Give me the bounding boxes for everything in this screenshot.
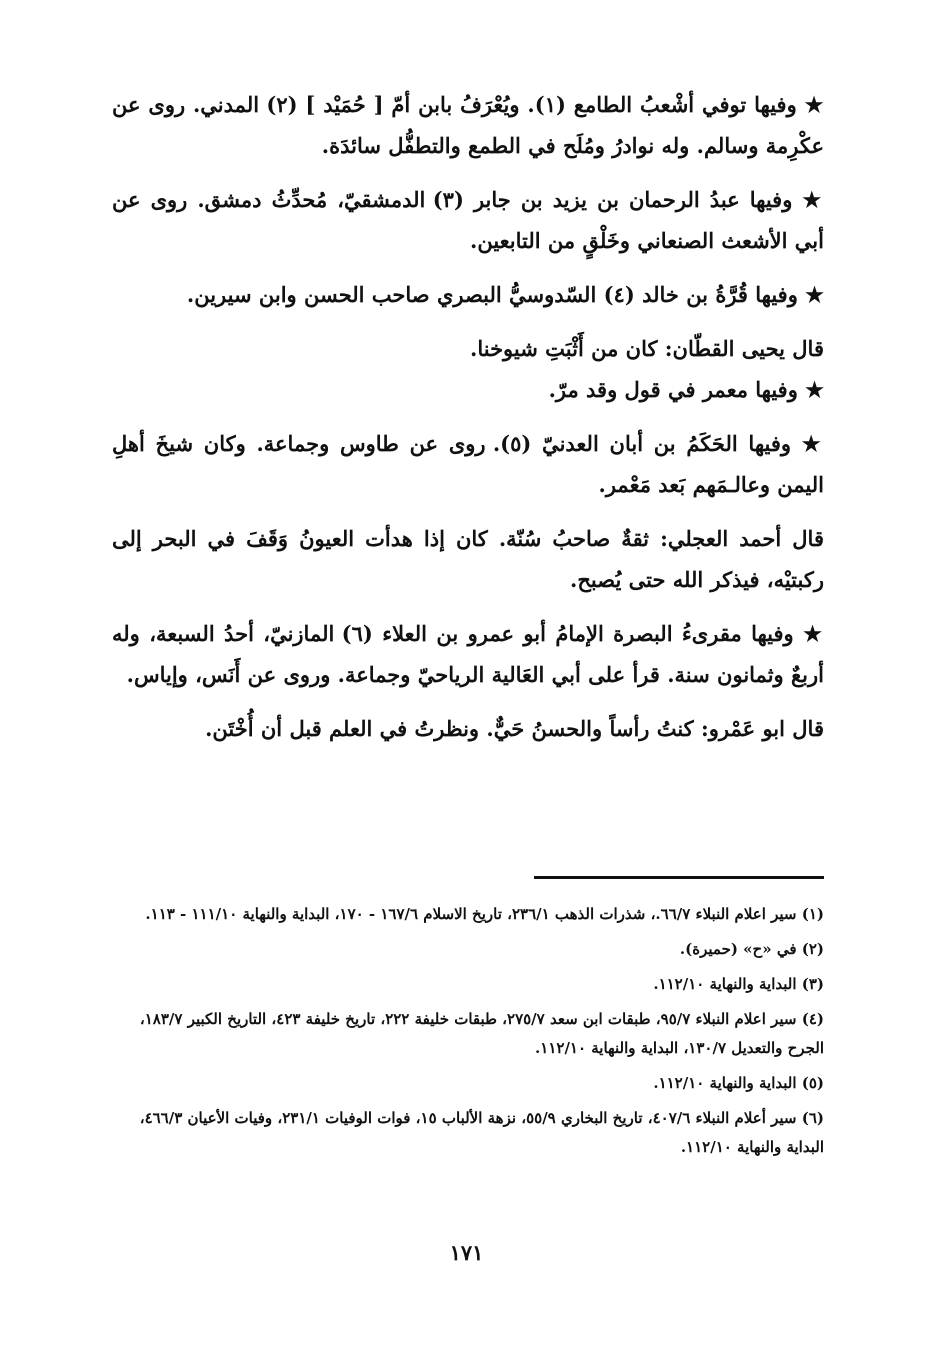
quote-ahmad-al-ijli: قال أحمد العجلي: ثقةٌ صاحبُ سُنّة. كان إذا هدأت العيونُ وَقَفَ في البحر إلى ركبتيْه، فيذكر الله حتى يُصبح. (112, 526, 824, 592)
entry-abu-amr: ★ وفيها مقرىءُ البصرة الإمامُ أبو عمرو بن العلاء (٦) المازنيّ، أحدُ السبعة، وله أربعٌ وثمانون سنة. قرأ على أبي العَالية الرياحيّ وجماعة. وروى عن أَنَس، وإياس. (112, 621, 824, 687)
entry-ashab: ★ وفيها توفي أشْعبُ الطامع (١). ويُعْرَفُ بابن أمّ [ حُمَيْد ] (٢) المدني. روى عن عكْرِمة وسالم. وله نوادرُ ومُلَح في الطمع والتطفُّل سائدَة. (112, 92, 824, 158)
entry-abd-al-rahman: ★ وفيها عبدُ الرحمان بن يزيد بن جابر (٣) الدمشقيّ، مُحدِّثُ دمشق. روى عن أبي الأشعث الصنعاني وخَلْقٍ من التابعين. (112, 187, 825, 253)
page-number: ١٧١ (449, 1240, 484, 1265)
footnote-3: (٣) البداية والنهاية ١١٢/١٠. (653, 975, 824, 993)
quote-abu-amr: قال ابو عَمْرو: كنتُ رأساً والحسنُ حَيٌّ. ونظرتُ في العلم قبل أن أُخْتَن. (205, 716, 824, 741)
main-text (112, 84, 824, 762)
footnote-1: (١) سير اعلام النبلاء ٦٦/٧.، شذرات الذهب ٢٣٦/١، تاريخ الاسلام ١٦٧/٦ - ١٧٠، البداية والنهاية ١١١/١٠ - ١١٣. (145, 905, 824, 923)
footnotes (112, 900, 824, 1168)
entry-qurra: ★ وفيها قُرَّةُ بن خالد (٤) السّدوسيُّ البصري صاحب الحسن وابن سيرين. (186, 282, 824, 307)
footnote-4: (٤) سير اعلام النبلاء ٩٥/٧، طبقات ابن سعد ٢٧٥/٧، طبقات خليفة ٢٢٢، تاريخ خليفة ٤٢٣، التاريخ الكبير ١٨٣/٧، الجرح والتعديل ١٣٠/٧، البداية والنهاية ١١٢/١٠. (139, 1010, 824, 1057)
entry-al-hakam: ★ وفيها الحَكَمُ بن أبان العدنيّ (٥). روى عن طاوس وجماعة. وكان شيخَ أهلِ اليمن وعالـمَهم بَعد مَعْمر. (112, 431, 824, 497)
footnote-2: (٢) في «ح» (حميرة). (679, 940, 824, 958)
quote-yahya-al-qattan: قال يحيى القطّان: كان من أَثْبَتِ شيوخنا. (470, 336, 824, 361)
entry-mamar: ★ وفيها معمر في قول وقد مرّ. (548, 377, 824, 402)
footnote-6: (٦) سير أعلام النبلاء ٤٠٧/٦، تاريخ البخاري ٥٥/٩، نزهة الألباب ١٥، فوات الوفيات ٢٣١/١، وفيات الأعيان ٤٦٦/٣، البداية والنهاية ١١٢/١٠. (139, 1109, 824, 1156)
footnote-5: (٥) البداية والنهاية ١١٢/١٠. (653, 1074, 824, 1092)
footnote-divider (534, 876, 824, 879)
